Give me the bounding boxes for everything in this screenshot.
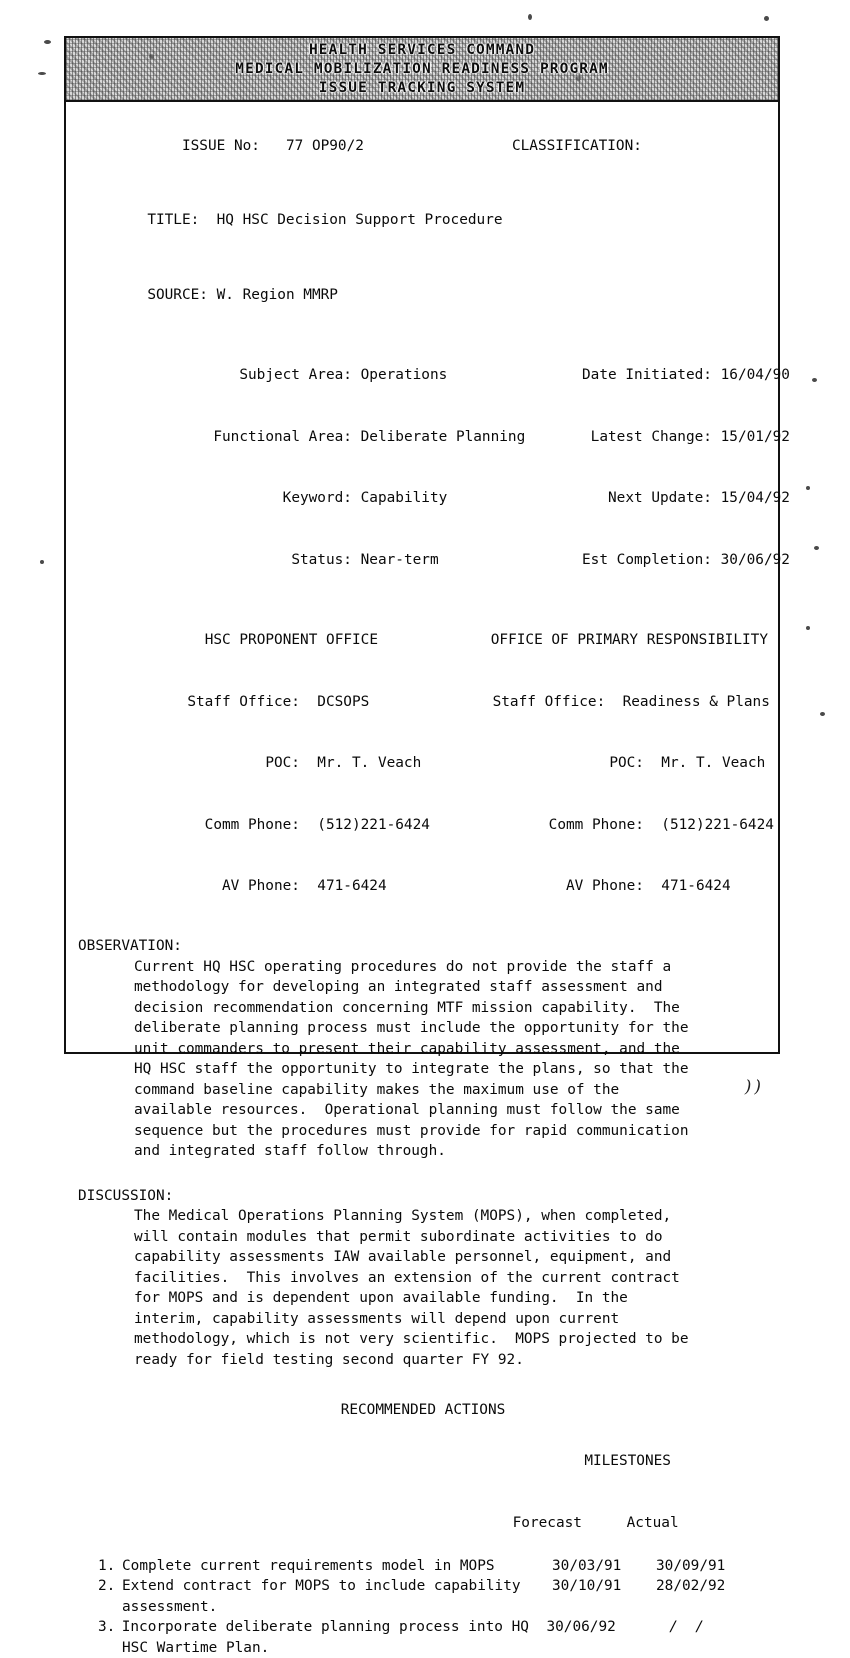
primary-poc-value: Mr. T. Veach xyxy=(661,755,765,771)
attribute-row xyxy=(78,468,768,530)
date-initiated-label: Date Initiated: xyxy=(512,365,712,386)
scan-speck xyxy=(820,712,825,716)
next-update-value: 15/04/92 xyxy=(721,490,790,506)
action-text-continued: HSC Wartime Plan. xyxy=(78,1638,768,1658)
functional-area-value: Deliberate Planning xyxy=(361,429,526,445)
title-row xyxy=(66,190,778,252)
action-actual: / / xyxy=(649,1617,768,1638)
functional-area-label: Functional Area: xyxy=(182,427,352,448)
source-row xyxy=(66,264,778,326)
office-row xyxy=(78,856,768,918)
scan-speck xyxy=(764,16,769,21)
primary-comm-phone-label: Comm Phone: xyxy=(512,815,644,836)
proponent-staff-office-value: DCSOPS xyxy=(317,694,369,710)
action-text: Extend contract for MOPS to include capability xyxy=(122,1576,552,1597)
keyword-value: Capability xyxy=(361,490,448,506)
proponent-comm-phone-value: (512)221-6424 xyxy=(317,817,430,833)
issue-value: 77 OP90/2 xyxy=(286,138,364,154)
scan-speck xyxy=(812,378,817,382)
office-row xyxy=(78,671,768,733)
observation-line: and integrated staff follow through. xyxy=(134,1141,768,1162)
action-number: 2. xyxy=(98,1576,122,1597)
office-row xyxy=(78,794,768,856)
proponent-staff-office-label: Staff Office: xyxy=(182,692,300,713)
observation-line: available resources. Operational planning must follow the same xyxy=(134,1100,768,1121)
observation-line: deliberate planning process must include the opportunity for the xyxy=(134,1018,768,1039)
proponent-poc-label: POC: xyxy=(182,753,300,774)
observation-section xyxy=(66,936,778,1162)
milestones-heading: MILESTONES xyxy=(513,1451,743,1472)
issue-row xyxy=(66,115,778,177)
discussion-section xyxy=(66,1186,778,1371)
offices-block xyxy=(66,610,778,918)
primary-staff-office-label: Staff Office: xyxy=(473,692,605,713)
latest-change-value: 15/01/92 xyxy=(721,429,790,445)
scan-speck xyxy=(528,14,532,20)
observation-line: HQ HSC staff the opportunity to integrate the plans, so that the xyxy=(134,1059,768,1080)
action-item xyxy=(78,1617,768,1638)
actual-column-header: Actual xyxy=(627,1513,727,1534)
primary-av-phone-value: 471-6424 xyxy=(661,878,730,894)
keyword-label: Keyword: xyxy=(182,488,352,509)
action-text: Complete current requirements model in MOPS xyxy=(122,1556,552,1577)
latest-change-label: Latest Change: xyxy=(512,427,712,448)
observation-line: methodology for developing an integrated staff assessment and xyxy=(134,977,768,998)
observation-line: sequence but the procedures must provide for rapid communication xyxy=(134,1121,768,1142)
primary-staff-office-value: Readiness & Plans xyxy=(623,694,770,710)
banner-line-2: MEDICAL MOBILIZATION READINESS PROGRAM xyxy=(66,60,778,79)
proponent-poc-value: Mr. T. Veach xyxy=(317,755,421,771)
proponent-office-heading: HSC PROPONENT OFFICE xyxy=(205,632,378,648)
action-forecast: 30/03/91 xyxy=(552,1556,656,1577)
document-banner xyxy=(66,38,778,102)
classification-label: CLASSIFICATION: xyxy=(512,138,642,154)
action-item xyxy=(78,1576,768,1597)
primary-office-heading: OFFICE OF PRIMARY RESPONSIBILITY xyxy=(491,632,768,648)
forecast-column-header: Forecast xyxy=(513,1513,627,1534)
action-actual: 30/09/91 xyxy=(656,1556,756,1577)
handwritten-mark: )﻿) xyxy=(745,1077,764,1097)
est-completion-value: 30/06/92 xyxy=(721,552,790,568)
primary-av-phone-label: AV Phone: xyxy=(512,876,644,897)
next-update-label: Next Update: xyxy=(512,488,712,509)
observation-line: decision recommendation concerning MTF mission capability. The xyxy=(134,998,768,1019)
attribute-row xyxy=(78,345,768,407)
scan-speck xyxy=(806,486,810,490)
discussion-line: The Medical Operations Planning System (MOPS), when completed, xyxy=(134,1206,768,1227)
scan-speck xyxy=(806,626,810,630)
action-actual: 28/02/92 xyxy=(656,1576,756,1597)
discussion-line: ready for field testing second quarter FY 92. xyxy=(134,1350,768,1371)
observation-heading: OBSERVATION: xyxy=(78,936,768,957)
discussion-line: methodology, which is not very scientific. MOPS projected to be xyxy=(134,1329,768,1350)
scan-speck xyxy=(44,40,51,44)
observation-line: unit commanders to present their capability assessment, and the xyxy=(134,1039,768,1060)
offices-headings xyxy=(78,610,768,672)
action-number: 1. xyxy=(98,1556,122,1577)
action-forecast: 30/06/92 xyxy=(546,1617,649,1638)
action-number: 3. xyxy=(98,1617,122,1638)
title-label: TITLE: xyxy=(147,212,199,228)
primary-poc-label: POC: xyxy=(512,753,644,774)
action-text-continued: assessment. xyxy=(78,1597,768,1618)
est-completion-label: Est Completion: xyxy=(512,550,712,571)
action-item xyxy=(78,1556,768,1577)
observation-line: command baseline capability makes the maximum use of the xyxy=(134,1080,768,1101)
proponent-av-phone-value: 471-6424 xyxy=(317,878,386,894)
banner-line-3: ISSUE TRACKING SYSTEM xyxy=(66,79,778,98)
recommended-actions-heading: RECOMMENDED ACTIONS xyxy=(78,1400,768,1421)
subject-area-label: Subject Area: xyxy=(182,365,352,386)
title-value: HQ HSC Decision Support Procedure xyxy=(217,212,503,228)
status-label: Status: xyxy=(182,550,352,571)
recommended-actions-section xyxy=(66,1400,778,1658)
attribute-row xyxy=(78,406,768,468)
scan-speck xyxy=(38,72,46,75)
discussion-heading: DISCUSSION: xyxy=(78,1186,768,1207)
document-frame xyxy=(64,36,780,1054)
subject-area-value: Operations xyxy=(361,367,448,383)
discussion-line: facilities. This involves an extension of the current contract xyxy=(134,1268,768,1289)
attributes-block xyxy=(66,345,778,591)
source-label: SOURCE: xyxy=(147,287,208,303)
attribute-row xyxy=(78,529,768,591)
scan-speck xyxy=(814,546,819,550)
banner-line-1: HEALTH SERVICES COMMAND xyxy=(66,41,778,60)
issue-label: ISSUE No: xyxy=(182,138,260,154)
discussion-line: capability assessments IAW available personnel, equipment, and xyxy=(134,1247,768,1268)
proponent-av-phone-label: AV Phone: xyxy=(182,876,300,897)
observation-line: Current HQ HSC operating procedures do not provide the staff a xyxy=(134,957,768,978)
document-body xyxy=(66,115,778,1658)
discussion-line: will contain modules that permit subordinate activities to do xyxy=(134,1227,768,1248)
primary-comm-phone-value: (512)221-6424 xyxy=(661,817,774,833)
discussion-line: for MOPS and is dependent upon available funding. In the xyxy=(134,1288,768,1309)
date-initiated-value: 16/04/90 xyxy=(721,367,790,383)
discussion-line: interim, capability assessments will depend upon current xyxy=(134,1309,768,1330)
office-row xyxy=(78,733,768,795)
status-value: Near-term xyxy=(361,552,439,568)
scan-speck xyxy=(40,560,44,564)
proponent-comm-phone-label: Comm Phone: xyxy=(182,815,300,836)
action-forecast: 30/10/91 xyxy=(552,1576,656,1597)
source-value: W. Region MMRP xyxy=(217,287,338,303)
action-text: Incorporate deliberate planning process into HQ xyxy=(122,1617,547,1638)
